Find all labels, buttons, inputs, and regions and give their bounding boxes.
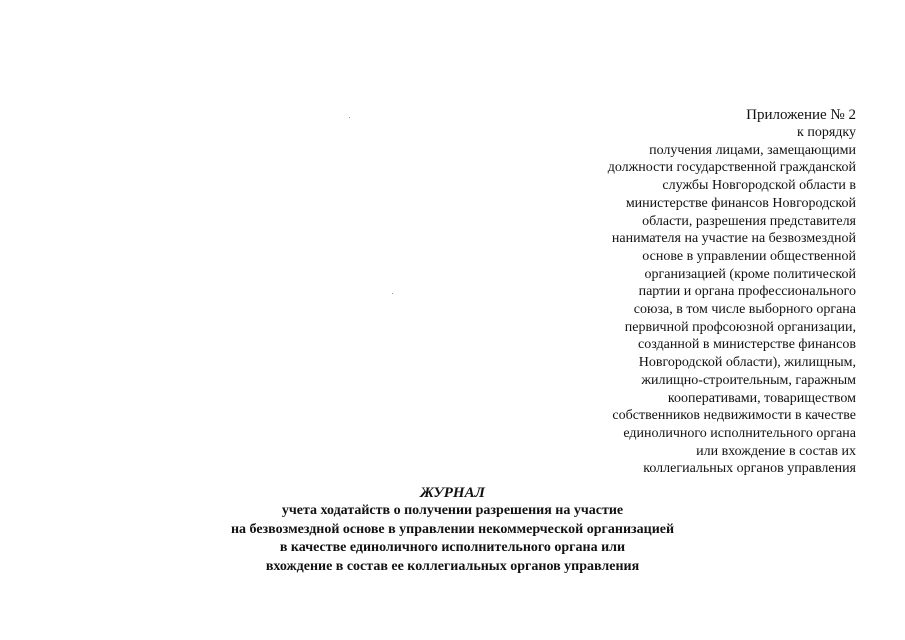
journal-subtitle-line: вхождение в состав ее коллегиальных органов управления — [265, 558, 640, 574]
journal-title: ЖУРНАЛ — [420, 485, 485, 501]
journal-subtitle-line: на безвозмездной основе в управлении некоммерческой организацией — [230, 521, 675, 537]
appendix-line: партии и органа профессионального — [638, 284, 856, 300]
appendix-line: созданной в министерстве финансов — [638, 337, 856, 353]
appendix-line: области, разрешения представителя — [642, 213, 856, 229]
scan-speck — [349, 117, 350, 118]
appendix-line: жилищно-строительным, гаражным — [641, 372, 856, 388]
appendix-line: к порядку — [797, 125, 856, 140]
journal-subtitle-line: учета ходатайств о получении разрешения на участие — [281, 503, 624, 518]
appendix-line: союза, в том числе выборного органа — [633, 302, 856, 318]
appendix-line: Новгородской области), жилищным, — [638, 355, 856, 371]
appendix-title: Приложение № 2 — [746, 107, 856, 123]
appendix-line: нанимателя на участие на безвозмездной — [611, 231, 856, 247]
appendix-line: кооперативами, товариществом — [667, 390, 856, 406]
appendix-header — [556, 106, 856, 478]
journal-heading — [0, 484, 905, 576]
appendix-line: или вхождение в состав их — [696, 443, 856, 459]
appendix-line: собственников недвижимости в качестве — [612, 408, 856, 424]
appendix-line: службы Новгородской области в — [662, 178, 856, 194]
appendix-line: министерстве финансов Новгородской — [625, 195, 856, 211]
scan-speck — [392, 293, 393, 294]
appendix-line: первичной профсоюзной организации, — [624, 319, 856, 335]
appendix-line: должности государственной гражданской — [607, 160, 856, 176]
appendix-line: организацией (кроме политической — [644, 266, 856, 282]
appendix-line: единоличного исполнительного органа — [623, 425, 856, 441]
appendix-line: основе в управлении общественной — [642, 248, 856, 264]
appendix-line: получения лицами, замещающими — [649, 142, 856, 158]
journal-subtitle-line: в качестве единоличного исполнительного органа или — [279, 540, 626, 556]
appendix-line: коллегиальных органов управления — [643, 461, 856, 477]
